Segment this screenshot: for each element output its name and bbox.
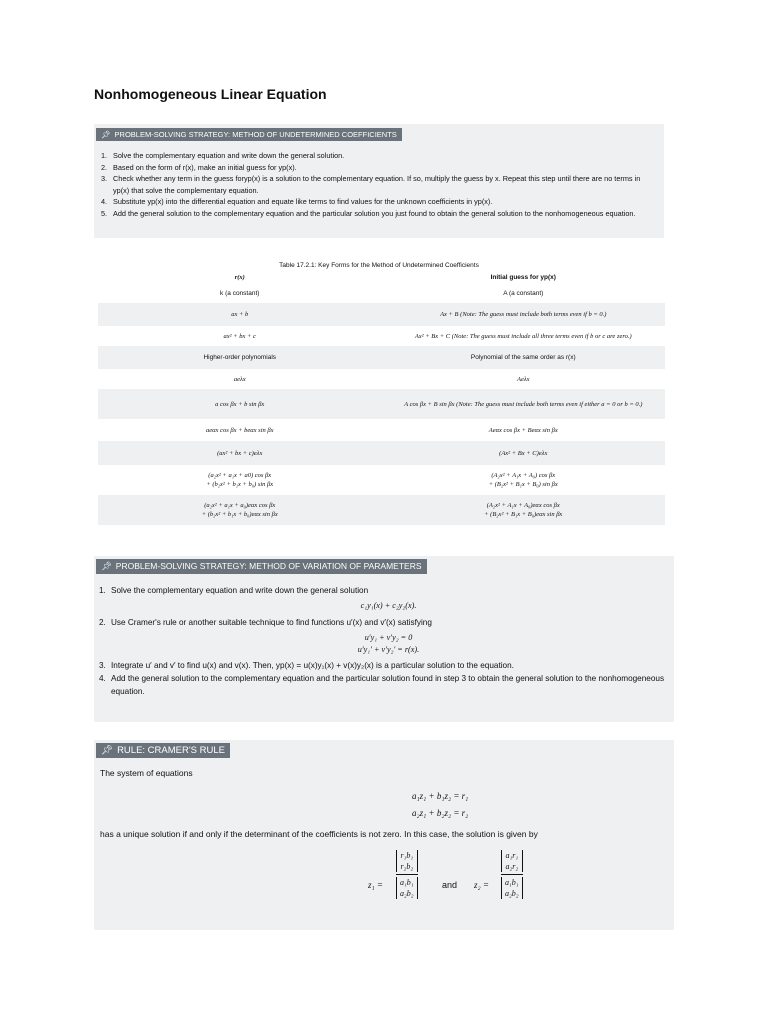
variation-of-parameters-box — [94, 556, 674, 722]
table-cell-guess: Aeαx cos βx + Beαx sin βx — [488, 426, 558, 434]
table-header-guess: Initial guess for yp(x) — [490, 273, 556, 281]
table-row — [98, 369, 665, 389]
variation-of-parameters-steps — [99, 584, 666, 698]
system-equation-2: u′y₁′ + v′y₂′ = r(x). — [357, 645, 420, 654]
table-cell-guess: Ax + B (Note: The guess must include both terms even if b = 0.) — [382, 303, 666, 326]
list-item: 1. Solve the complementary equation and write down the general solution c₁y₁(x) + c₂y₂(x). — [111, 584, 666, 612]
z2-denominator-determinant: a₁b₁ a₂b₂ — [501, 877, 523, 899]
table-cell-guess: Ax² + Bx + C (Note: The guess must include all three terms even if b or c are zero.) — [414, 332, 632, 340]
z2-numerator-determinant: a₁r₁ a₂r₂ — [501, 850, 523, 872]
table-row — [98, 389, 665, 419]
table-header-rx: r(x) — [234, 273, 245, 281]
table-cell-rx: aeλx — [233, 375, 246, 383]
z2-fraction — [501, 850, 523, 899]
table-row — [98, 326, 665, 346]
undetermined-coefficients-steps — [101, 150, 656, 219]
table-row — [98, 346, 665, 369]
table-row — [98, 283, 665, 303]
pin-icon: 📌︎ — [101, 745, 114, 756]
cramers-equation-1: a₁z₁ + b₁z₂ = r₁ — [412, 791, 469, 801]
table-row — [98, 303, 665, 326]
general-solution-equation: c₁y₁(x) + c₂y₂(x). — [360, 601, 417, 610]
z1-denominator-determinant: a₁b₁ a₂b₂ — [396, 877, 418, 899]
table-cell-guess: (A₂x² + A₁x + A₀)eαx cos βx + (B₂x² + B₁x + B₀)eαx sin βx — [382, 495, 666, 525]
list-item: 3. Check whether any term in the guess foryp(x) is a solution to the complementary equation. If so, multiply the guess by x. Repeat this step until there are no terms in yp(x) that solve the complementary equation. — [101, 174, 641, 195]
table-cell-rx: (a₂x² + a₁x + a0) cos βx + (b₂x² + b₁x + b₀) sin βx — [206, 472, 274, 488]
and-text: and — [442, 880, 458, 890]
table-row — [98, 441, 665, 465]
table-caption: Table 17.2.1: Key Forms for the Method of Undetermined Coefficients — [279, 262, 479, 269]
table-cell-guess: A cos βx + B sin βx (Note: The guess must include both terms even if either a = 0 or b = 0.) — [382, 389, 666, 419]
list-item: 1. Solve the complementary equation and write down the general solution. — [101, 151, 345, 160]
table-row — [98, 465, 665, 495]
undetermined-coefficients-header: 📌︎ PROBLEM-SOLVING STRATEGY: METHOD OF UNDETERMINED COEFFICIENTS — [96, 128, 402, 141]
list-item: 3. Integrate u′ and v′ to find u(x) and v(x). Then, yp(x) = u(x)y₁(x) + v(x)y₂(x) is a particular solution to the equation. — [99, 661, 514, 670]
z1-fraction — [396, 850, 418, 899]
z2-label: z₂ = — [474, 880, 489, 890]
list-item: 2. Use Cramer's rule or another suitable technique to find functions u′(x) and v′(x) satisfying u′y₁ + v′y₂ = 0 u′y₁′ + v′y₂′ = r(x). — [111, 616, 666, 656]
key-forms-table — [98, 271, 665, 525]
system-equation-1: u′y₁ + v′y₂ = 0 — [364, 633, 413, 642]
pin-icon: 📌︎ — [101, 561, 112, 571]
list-item: 4. Add the general solution to the complementary equation and the particular solution found in step 3 to obtain the general solution to the nonhomogeneous equation. — [99, 674, 665, 696]
table-cell-rx: a cos βx + b sin βx — [98, 389, 382, 419]
table-row — [98, 495, 665, 525]
z1-numerator-determinant: r₁b₁ r₂b₂ — [396, 850, 418, 872]
cramers-rule-box — [94, 740, 674, 930]
table-cell-rx: aeαx cos βx + beαx sin βx — [206, 426, 274, 434]
table-cell-guess: (A₂x² + A₁x + A₀) cos βx + (B₂x² + B₁x + B₀) sin βx — [488, 472, 558, 488]
cramers-rule-header: 📌︎ RULE: CRAMER'S RULE — [96, 743, 230, 758]
table-cell-guess: Aeλx — [516, 375, 530, 383]
cramers-statement: has a unique solution if and only if the determinant of the coefficients is not zero. In this case, the solution is given by — [100, 829, 538, 839]
table-row — [98, 419, 665, 441]
list-item: 5. Add the general solution to the complementary equation and the particular solution you just found to obtain the general solution to the nonhomogeneous equation. — [101, 208, 636, 218]
table-cell-rx: k (a constant) — [220, 289, 260, 297]
table-cell-guess: A (a constant) — [503, 289, 544, 297]
variation-of-parameters-header: 📌︎ PROBLEM-SOLVING STRATEGY: METHOD OF VARIATION OF PARAMETERS — [96, 559, 427, 574]
list-item: 2. Based on the form of r(x), make an initial guess for yp(x). — [101, 162, 297, 172]
table-cell-guess: (Ax² + Bx + C)eλx — [382, 441, 666, 465]
undetermined-coefficients-box — [94, 124, 664, 238]
table-cell-rx: ax + b — [98, 303, 382, 326]
table-cell-guess: Polynomial of the same order as r(x) — [382, 346, 666, 369]
list-item: 4. Substitute yp(x) into the differential equation and equate like terms to find values for the unknown coefficients in yp(x). — [101, 197, 493, 206]
cramers-intro: The system of equations — [100, 768, 193, 778]
table-cell-rx: Higher-order polynomials — [98, 346, 382, 369]
table-cell-rx: (ax² + bx + c)eλx — [98, 441, 382, 465]
page-title: Nonhomogeneous Linear Equation — [94, 86, 327, 102]
pin-icon: 📌︎ — [101, 130, 111, 139]
z1-label: z₁ = — [368, 880, 383, 890]
cramers-equation-2: a₂z₁ + b₂z₂ = r₂ — [412, 808, 469, 818]
table-cell-rx: ax² + bx + c — [223, 332, 256, 340]
table-cell-rx: (a₂x² + a₁x + a₀)eαx cos βx + (b₂x² + b₁x + b₀)eαx sin βx — [98, 495, 382, 525]
